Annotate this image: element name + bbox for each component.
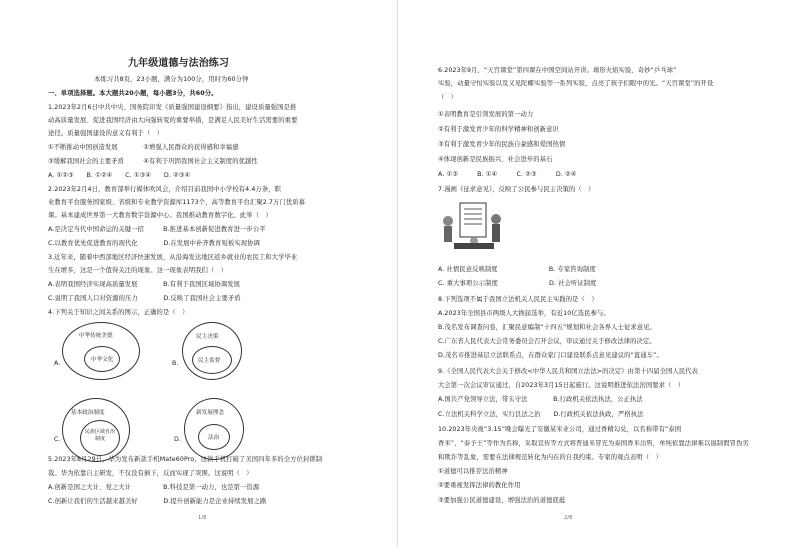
option-letter: C. bbox=[54, 436, 61, 443]
text-line: 业教育平台服务国家级、省级和专业教学资源库1173个，高等教育平台汇聚2.7万门优质慕 bbox=[48, 199, 306, 206]
diagram-c bbox=[62, 398, 132, 464]
text-line: ①表明教育是引领发展的第一动力 bbox=[438, 111, 534, 118]
text-line: 9.《全国人民代表大会关于修改<中华人民共和国立法法>的决定》由第十四届全国人民代表 bbox=[438, 368, 699, 375]
text-line: ①不断推动中国创造发展 ②增强人民群众的获得感和幸福感 bbox=[48, 144, 239, 151]
text-line: A.是决定当代中国命运的关键一招 B.推进基本创新促进教育进一步公平 bbox=[48, 226, 266, 233]
text-line: 大会第一次会议审议通过，自2023年3月15日起施行。这说明推进依法治国要求（ ） bbox=[438, 382, 685, 389]
text-line: ③要加强公民道德建设，增强法治的道德底蕴 bbox=[438, 497, 566, 504]
diagram-a bbox=[62, 322, 142, 382]
diagram-b bbox=[182, 322, 244, 382]
cartoon-illustration bbox=[438, 199, 510, 253]
text-line: ③缓解我国社会的主要矛盾 ④有利于巩固我国社会主义制度的优越性 bbox=[48, 158, 258, 165]
text-line: C.以教育优先促进教育的现代化 D.在发展中补齐教育短板实现协调 bbox=[48, 240, 260, 247]
text-line: 香米”、“泰予王”等作为名称，采取宣传等方式将普通米冒充为泰国香米出售，单纯依靠法律难以遏制假冒伪劣 bbox=[438, 440, 749, 447]
text-line: 8.下列选项不属于我国立法机关人民民主实践的是（ ） bbox=[438, 296, 598, 303]
diagram-label: 新发展理念 bbox=[196, 410, 224, 416]
text-line: A. 社情民意反映制度 B. 专家咨询制度 bbox=[438, 266, 596, 273]
page-number: 2/8 bbox=[564, 515, 573, 521]
text-line: C.说明了我国人口对资源的压力 D.反映了我国社会主要矛盾 bbox=[48, 295, 241, 302]
exam-subtitle: 本练习共8页，23小题，满分为100分，用时为60分钟 bbox=[94, 76, 249, 83]
text-line: 实验，动量守恒实验以及又见陀螺实验等一系列实验，点亮了孩子们眼中的光。“天宫课堂”的开设 bbox=[438, 80, 714, 87]
diagram-label: 法治 bbox=[208, 435, 220, 441]
text-line: 生在增多，这是一个值得关注的现象。这一现象表明我们（ ） bbox=[48, 267, 228, 274]
text-line: ④体现创新是民族振兴、社会进步的基石 bbox=[438, 156, 553, 163]
text-line: A. ①③ B. ①④ C. ②③ D. ②④ bbox=[438, 171, 577, 178]
text-line: C. 重大事项公示制度 D. 社会听证制度 bbox=[438, 280, 597, 287]
text-line: B.茂名发布调查问卷，汇聚民意编制“十四五”规划和社会各界人士征求意见。 bbox=[438, 324, 656, 331]
text-line: C.立法机关科学立法，实行良法之治 D.行政机关依法执政，严格执法 bbox=[438, 411, 644, 418]
text-line: ②要重视发挥法律的教化作用 bbox=[438, 482, 521, 489]
right-page bbox=[397, 0, 794, 547]
text-line: 课。基本建成世界第一大教育数字资源中心。我国推动教育数字化。此举（ ） bbox=[48, 212, 272, 219]
text-line: A. ①②③ B. ①②④ C. ①③④ D. ②③④ bbox=[48, 172, 191, 179]
diagram-label: 基本政治制度 bbox=[71, 410, 105, 416]
text-line: A.表明我国经济实现高质量发展 B.有利于我国区域协调发展 bbox=[48, 281, 241, 288]
section-heading: 一、单项选择题。本大题共20小题，每小题3分，共60分。 bbox=[48, 90, 218, 97]
diagram-label: 中华传统美德 bbox=[79, 333, 113, 339]
text-line: 7.漫画《征求意见》，反映了公民参与民主决策的（ ） bbox=[438, 186, 595, 193]
text-line: C.创新让我们的生活越来越美好 D.提升创新能力是企业持续发展之路 bbox=[48, 498, 267, 505]
text-line: ③有利于激发青少年的民族自豪感和爱国热情 bbox=[438, 141, 566, 148]
text-line: 途径。质量强国建设的意义有利于（ ） bbox=[48, 130, 164, 137]
diagram-d bbox=[184, 398, 246, 462]
diagram-label: 中华文化 bbox=[91, 357, 114, 363]
text-line: 2.2023年2月4日，教育部举行媒体吹风会，介绍目前我国中小学校有4.4万条，职 bbox=[48, 186, 282, 193]
diagram-label: 民主决策 bbox=[196, 334, 219, 340]
text-line: 5.2023年8月29日，华为发布新款手机Mate60Pro，这款手机打破了美国四年多的全方位封锁制 bbox=[48, 456, 323, 463]
text-line: 和欺诈等乱象，需要在法律规范转化为内在的自我约束。专家的观点表明（ ） bbox=[438, 454, 662, 461]
text-line: C.广东省人民代表大会常务委员会召开会议，审议通过关于修改法律的决定。 bbox=[438, 338, 656, 345]
text-line: A.2023年全国县市两级人大换届选举，有近10亿选民参与。 bbox=[438, 310, 610, 317]
page-number: 1/8 bbox=[198, 515, 207, 521]
text-line: A.创新是国之大计、党之大计 B.科技是第一动力，也是第一资源 bbox=[48, 484, 260, 491]
text-line: 3.近年来，随着中西部地区经济快速发展，从沿海发达地区返乡就业的农民工和大学毕业 bbox=[48, 254, 298, 261]
text-line: 10.2023年央视“3.15”晚会曝光了安徽某米业公司，通过香精勾兑，以名称带有“泰国 bbox=[438, 426, 682, 433]
text-line: ②有利于激发青少年的科学精神和创新意识 bbox=[438, 126, 559, 133]
text-line: 6.2023年9月，“天宫课堂”第四课在中国空间站开讲。球形火焰实验、奇妙“乒乓球” bbox=[438, 67, 677, 74]
text-line: 1.2023年2月6日中共中央、国务院印发《质量强国建设纲要》指出，建设质量强国是推 bbox=[48, 104, 297, 111]
text-line: 动高质量发展、促进我国经济由大向强转变的重要举措，是满足人民美好生活需要的重要 bbox=[48, 117, 298, 124]
text-line: 裁。华为依靠自主研发，不仅没有倒下，反而实现了突围。这说明（ ） bbox=[48, 470, 253, 477]
text-line: （ ） bbox=[438, 94, 458, 101]
text-line: A.国共产党领导立法，带头守法 B.行政机关依法执法，公正执法 bbox=[438, 396, 643, 403]
diagram-label: 民主监督 bbox=[198, 358, 221, 364]
text-line: ①道德可以推荐法治精神 bbox=[438, 468, 508, 475]
text-line: D.茂名市推进基层立法联系点，在群众家门口建设联系点意见建议的“直通车”。 bbox=[438, 352, 663, 359]
option-letter: B. bbox=[172, 360, 179, 367]
option-letter: A. bbox=[54, 360, 61, 367]
exam-title: 九年级道德与法治练习 bbox=[128, 58, 229, 69]
diagram-label: 民族区域自治制度 bbox=[84, 429, 115, 442]
text-line: 4.下列关于知识之间关系的图示，正确的是（ ） bbox=[48, 309, 189, 316]
option-letter: D. bbox=[174, 436, 182, 443]
